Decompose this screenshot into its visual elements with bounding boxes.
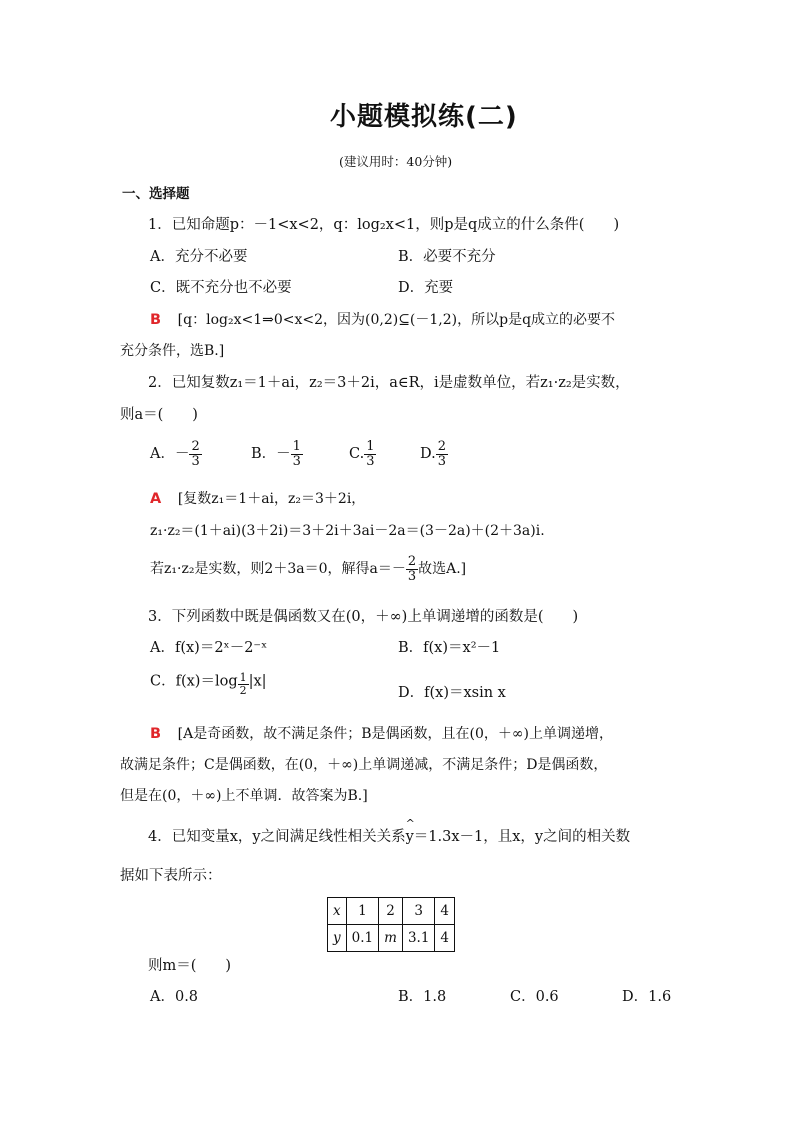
q1-analysis-line2: 充分条件，选B.] <box>120 343 225 359</box>
q2-option-b <box>251 440 303 468</box>
q1-analysis-line1: [q：log₂x<1⇒0<x<2，因为(0,2)⊆(－1,2)，所以p是q成立的必要不 <box>177 312 616 328</box>
q3-log-base <box>238 672 249 696</box>
q2-analysis-line3 <box>150 555 466 583</box>
table-row <box>328 925 455 952</box>
q1-stem: 1．已知命题p：－1<x<2，q：log₂x<1，则p是q成立的什么条件( ) <box>148 217 620 233</box>
table-row <box>328 898 455 925</box>
q1-option-d: D．充要 <box>398 280 454 296</box>
q2-analysis <box>150 492 365 507</box>
table-cell: 4 <box>435 898 455 925</box>
q3-option-c <box>150 672 267 696</box>
q2-option-b-fraction <box>291 440 303 468</box>
q2-option-d <box>420 440 448 468</box>
q1-option-a: A．充分不必要 <box>150 249 248 265</box>
q3-log-base-num: 1 <box>239 671 247 684</box>
table-cell: m <box>379 925 403 952</box>
q2-analysis-line2: z₁·z₂＝(1＋ai)(3＋2i)＝3＋2i＋3ai－2a＝(3－2a)＋(2＋3a)i. <box>150 523 545 539</box>
q1-analysis <box>150 313 615 328</box>
q2-option-a-fraction <box>189 440 201 468</box>
q2-option-c-fraction <box>364 440 376 468</box>
q1-answer-letter: B <box>150 312 162 328</box>
q4-option-d: D．1.6 <box>622 989 672 1005</box>
section-heading: 一、选择题 <box>122 186 190 202</box>
q4-y-hat <box>405 817 415 845</box>
table-cell: 0.1 <box>346 925 378 952</box>
table-cell: 3.1 <box>402 925 434 952</box>
q2-option-b-num: 1 <box>292 439 301 454</box>
q4-stem-after: ＝1.3x－1，且x，y之间的相关数 <box>413 829 631 845</box>
q2-option-a <box>150 440 202 468</box>
q2-option-d-fraction <box>436 440 448 468</box>
q3-analysis-line1: [A是奇函数，故不满足条件；B是偶函数，且在(0，＋∞)上单调递增， <box>177 726 614 742</box>
q2-analysis-line3-after: 故选A.] <box>418 561 467 578</box>
table-cell: y <box>328 925 347 952</box>
q4-option-c: C．0.6 <box>510 989 559 1005</box>
q3-analysis <box>150 727 613 742</box>
q3-log-base-den: 2 <box>239 683 247 697</box>
q3-answer-letter: B <box>150 726 162 742</box>
q2-answer-letter: A <box>150 491 162 507</box>
q2-analysis-den: 3 <box>407 568 417 584</box>
q2-option-c-num: 1 <box>366 439 375 454</box>
q2-analysis-fraction <box>406 555 418 583</box>
q2-option-c-label: C. <box>349 445 365 462</box>
q2-analysis-line3-before: 若z₁·z₂是实数，则2＋3a＝0，解得a＝－ <box>150 561 406 578</box>
q3-analysis-line2: 故满足条件；C是偶函数，在(0，＋∞)上单调递减，不满足条件；D是偶函数， <box>120 757 608 773</box>
q3-option-b: B．f(x)＝x²－1 <box>398 640 501 656</box>
q2-analysis-line1: [复数z₁＝1＋ai，z₂＝3＋2i， <box>177 491 366 507</box>
q4-stem-line2: 据如下表所示： <box>120 868 222 884</box>
q2-option-b-den: 3 <box>292 453 301 469</box>
table-cell: x <box>328 898 347 925</box>
q2-option-a-den: 3 <box>191 453 200 469</box>
q2-option-c-den: 3 <box>366 453 375 469</box>
q4-question: 则m＝( ) <box>148 958 232 974</box>
data-table <box>327 897 455 952</box>
q1-option-c: C．既不充分也不必要 <box>150 280 292 296</box>
time-hint: (建议用时：40分钟) <box>339 154 453 169</box>
q2-analysis-num: 2 <box>407 554 417 569</box>
q2-option-d-den: 3 <box>437 453 446 469</box>
q3-option-c-after: |x| <box>248 673 267 690</box>
q4-stem-line1 <box>148 817 631 845</box>
q2-option-b-label: B．－ <box>251 445 291 462</box>
q4-stem-before: 4．已知变量x，y之间满足线性相关关系 <box>148 829 406 845</box>
table-cell: 2 <box>379 898 403 925</box>
q4-option-a: A．0.8 <box>150 989 199 1005</box>
q2-option-d-label: D. <box>420 445 436 462</box>
table-cell: 1 <box>346 898 378 925</box>
q3-option-d: D．f(x)＝xsin x <box>398 685 506 701</box>
q2-option-d-num: 2 <box>437 439 446 454</box>
q1-option-b: B．必要不充分 <box>398 249 496 265</box>
page-title: 小题模拟练(二) <box>330 102 518 132</box>
q3-analysis-line3: 但是在(0，＋∞)上不单调．故答案为B.] <box>120 788 368 804</box>
q2-option-a-num: 2 <box>191 439 200 454</box>
q4-y-symbol: y <box>405 829 414 845</box>
q3-stem: 3．下列函数中既是偶函数又在(0，＋∞)上单调递增的函数是( ) <box>148 609 579 625</box>
q2-stem-line1: 2．已知复数z₁＝1＋ai，z₂＝3＋2i，a∈R，i是虚数单位，若z₁·z₂是实数， <box>148 375 630 391</box>
table-cell: 3 <box>402 898 434 925</box>
table-cell: 4 <box>435 925 455 952</box>
q2-option-a-label: A．－ <box>150 445 190 462</box>
q3-option-a: A．f(x)＝2ˣ－2⁻ˣ <box>150 640 268 656</box>
q4-hat-mark: ^ <box>405 817 415 830</box>
q2-option-c <box>349 440 376 468</box>
q2-stem-line2: 则a＝( ) <box>120 407 198 423</box>
q4-option-b: B．1.8 <box>398 989 447 1005</box>
q3-option-c-before: C．f(x)＝log <box>150 673 238 690</box>
